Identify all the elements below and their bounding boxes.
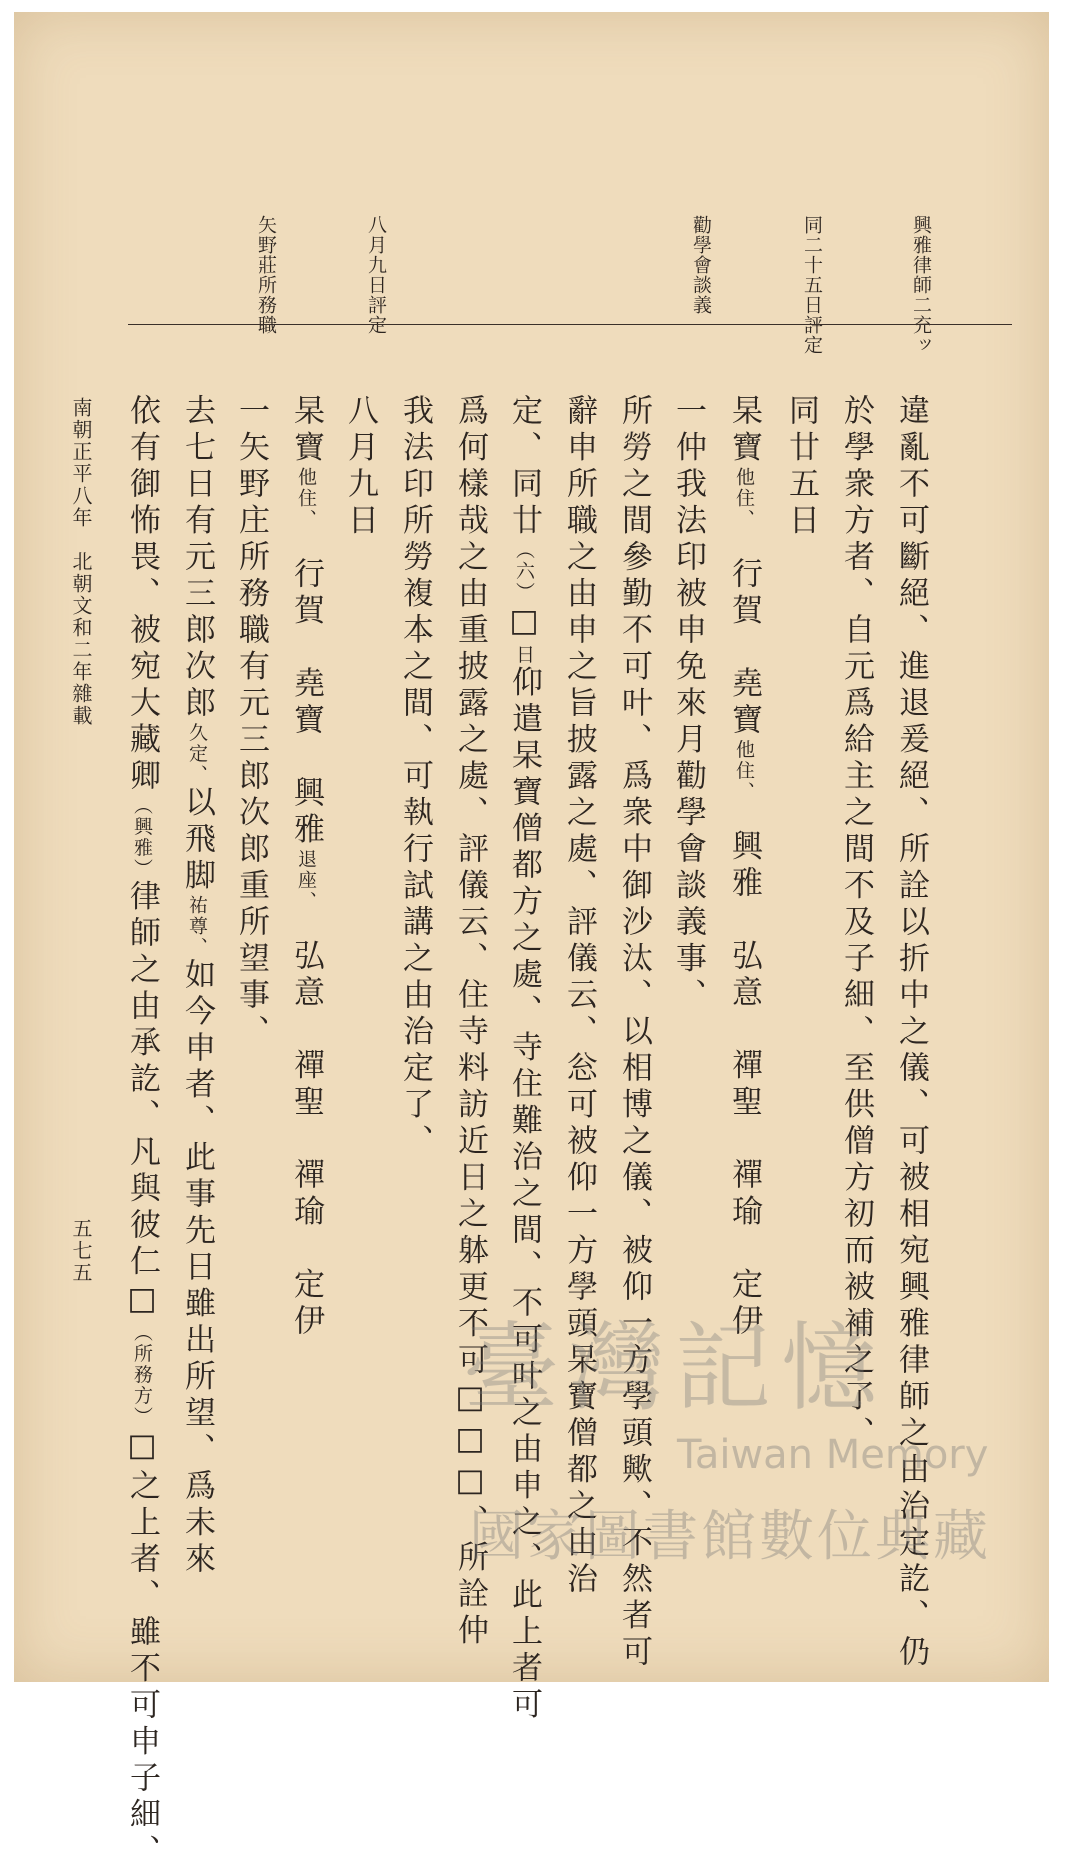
text-segment: 如今申者、此事先日雖出所望、爲未來 xyxy=(179,958,215,1579)
text-segment: 弘意 禪聖 禪瑜 定伊 xyxy=(288,902,324,1341)
text-line xyxy=(289,394,329,1341)
head-note: 勸學會談義 xyxy=(690,215,712,315)
text-segment: □ xyxy=(506,603,542,645)
text-line xyxy=(671,394,711,1015)
text-segment: 違亂不可斷絕、進退爰絕、所詮以折中之儀、可被相宛興雅律師之由治定訖、仍 xyxy=(893,394,929,1672)
text-segment: 興雅 弘意 禪聖 禪瑜 定伊 xyxy=(726,793,762,1341)
text-segment: 以飛脚 xyxy=(179,785,215,895)
text-segment: 我法印所勞複本之間、可執行試講之由治定了、 xyxy=(397,394,433,1161)
text-segment: □ xyxy=(124,1281,160,1323)
text-segment: 依有御怖畏、被宛大藏卿 xyxy=(124,394,160,796)
interlinear-note: （六） xyxy=(513,540,535,603)
text-line xyxy=(727,394,767,1341)
text-segment: 辭申所職之由申之旨披露之處、評儀云、忩可被仰一方學頭杲寶僧都之由治 xyxy=(561,394,597,1599)
watermark-chinese: 國家圖書館數位典藏 xyxy=(469,1504,992,1568)
text-segment: 去七日有元三郎次郎 xyxy=(179,394,215,723)
interlinear-note: 退座、 xyxy=(295,849,317,903)
page-number: 五七五 xyxy=(69,1218,93,1284)
watermark-english: Taiwan Memory xyxy=(677,1432,989,1478)
interlinear-note: 他住、 xyxy=(733,739,755,793)
text-line xyxy=(784,394,824,540)
text-segment: 一仲我法印被申免來月勸學會談義事、 xyxy=(670,394,706,1015)
interlinear-note: 他住、 xyxy=(295,467,317,521)
head-note: 同二十五日評定 xyxy=(801,215,823,355)
watermark xyxy=(459,1292,992,1592)
text-segment: 同廿五日 xyxy=(783,394,819,540)
text-segment: 爲何樣哉之由重披露之處、評儀云、住寺料訪近日之躰更不可□□□、所詮仲 xyxy=(452,394,488,1650)
interlinear-note: 日 xyxy=(513,644,535,666)
text-segment: 行賀 堯寶 xyxy=(726,520,762,740)
head-note: 矢野莊所務職 xyxy=(255,215,277,335)
text-segment: 定、同廿 xyxy=(506,394,542,540)
text-line xyxy=(180,394,220,1579)
interlinear-note: （興雅） xyxy=(131,795,153,880)
text-segment: 行賀 堯寶 興雅 xyxy=(288,520,324,849)
header-rule xyxy=(128,324,1012,325)
running-footer: 南朝正平八年 北朝文和二年雜載 xyxy=(69,397,93,727)
text-line xyxy=(343,394,383,540)
document-page xyxy=(14,12,1049,1871)
interlinear-note: 祐尊、 xyxy=(186,895,208,958)
text-segment: □ xyxy=(124,1427,160,1469)
interlinear-note: 久定、 xyxy=(186,722,208,786)
head-note: 興雅律師二充ッ xyxy=(910,215,932,355)
interlinear-note: （所務方） xyxy=(131,1322,153,1428)
text-line xyxy=(234,394,274,1051)
interlinear-note: 他住、 xyxy=(733,467,755,521)
text-segment: 八月九日 xyxy=(342,394,378,540)
text-segment: 杲寶 xyxy=(726,394,762,467)
text-line xyxy=(398,394,438,1161)
text-segment: 於學衆方者、自元爲給主之間不及子細、至供僧方初而被補之了、 xyxy=(838,394,874,1453)
text-segment: 所勞之間參勤不可叶、爲衆中御沙汰、以相博之儀、被仰一方學頭歟、不然者可 xyxy=(616,394,652,1672)
text-segment: 杲寶 xyxy=(288,394,324,467)
head-note: 八月九日評定 xyxy=(365,215,387,335)
text-segment: 律師之由承訖、凡與彼仁 xyxy=(124,879,160,1281)
text-segment: 一矢野庄所務職有元三郎次郎重所望事、 xyxy=(233,394,269,1051)
text-segment: 之上者、雖不可申子細、 xyxy=(124,1469,160,1871)
text-line xyxy=(125,394,165,1871)
watermark-logo: 臺灣記憶 xyxy=(463,1312,887,1424)
text-segment: 仰遣杲寶僧都方之處、寺住難治之間、不可叶之由申之、此上者可 xyxy=(506,665,542,1724)
